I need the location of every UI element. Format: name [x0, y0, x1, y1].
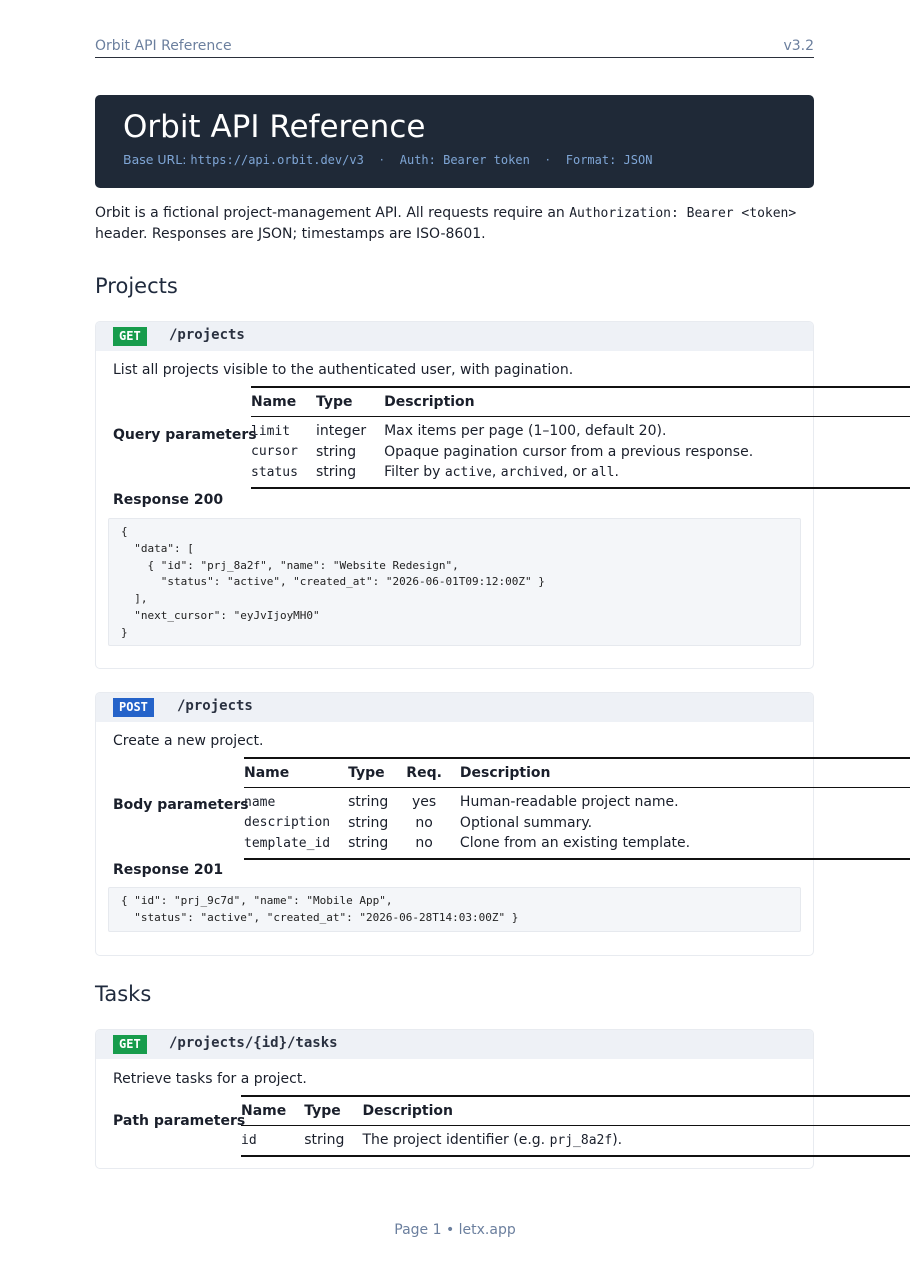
params-table — [241, 1095, 910, 1157]
intro-code: Authorization: Bearer <token> — [569, 206, 797, 221]
endpoint-header — [96, 1030, 813, 1059]
banner-meta — [123, 152, 652, 167]
endpoint-description: Create a new project. — [113, 733, 264, 749]
table-row — [244, 833, 910, 859]
desc-code: prj_8a2f — [549, 1133, 613, 1149]
column-header: Description — [460, 758, 910, 788]
table-row — [251, 462, 910, 488]
param-required: yes — [412, 794, 437, 811]
column-header: Description — [362, 1096, 910, 1126]
base-url-label: Base URL: — [123, 152, 187, 167]
meta-separator: · — [545, 152, 550, 167]
desc-text: , — [491, 464, 501, 481]
section-heading-tasks: Tasks — [95, 982, 152, 1006]
desc-text: , or — [563, 464, 592, 481]
desc-text: . — [614, 464, 619, 481]
method-badge: POST — [113, 698, 154, 717]
param-description: Optional summary. — [459, 814, 593, 831]
endpoint-post-projects — [95, 692, 814, 956]
desc-text: ). — [612, 1132, 623, 1149]
running-header-version: v3.2 — [783, 38, 814, 54]
endpoint-description: List all projects visible to the authenticated user, with pagination. — [113, 362, 574, 378]
response-code-block — [108, 887, 801, 932]
format-info: Format: JSON — [565, 153, 653, 167]
params-table — [244, 757, 910, 860]
column-header: Type — [316, 387, 384, 417]
param-description: Opaque pagination cursor from a previous response. — [384, 443, 754, 460]
param-name: name — [244, 794, 276, 810]
column-header: Type — [348, 758, 406, 788]
param-name: cursor — [251, 444, 298, 460]
param-name: template_id — [244, 835, 331, 851]
meta-separator: · — [379, 152, 384, 167]
page-footer: Page 1 • letx.app — [394, 1222, 516, 1238]
desc-code: active — [444, 465, 492, 481]
endpoint-header — [96, 322, 813, 351]
method-badge: GET — [113, 327, 147, 346]
response-label: Response 201 — [113, 862, 224, 878]
param-type: string — [348, 794, 389, 811]
intro-paragraph — [95, 203, 814, 245]
param-name: limit — [251, 423, 291, 439]
code-line: { — [121, 525, 128, 538]
endpoint-header — [96, 693, 813, 722]
param-description — [384, 462, 910, 488]
param-required: no — [415, 814, 433, 831]
params-label: Query parameters — [113, 427, 257, 443]
param-type: string — [315, 443, 357, 460]
column-header: Name — [241, 1096, 304, 1126]
column-header: Req. — [406, 758, 460, 788]
param-type: string — [348, 814, 389, 831]
running-header-title: Orbit API Reference — [95, 38, 232, 54]
param-description: Clone from an existing template. — [459, 835, 691, 852]
code-line: { "id": "prj_9c7d", "name": "Mobile App", — [121, 894, 393, 907]
desc-code: archived — [500, 465, 564, 481]
code-line: } — [121, 625, 128, 639]
intro-text: Orbit is a fictional project-management API. All requests require an — [95, 205, 570, 221]
code-line: "status": "active", "created_at": "2026-06-28T14:03:00Z" } — [121, 910, 519, 924]
endpoint-description: Retrieve tasks for a project. — [113, 1071, 307, 1087]
response-label: Response 200 — [113, 492, 224, 508]
endpoint-path: /projects — [177, 698, 253, 714]
code-line: ], — [121, 592, 148, 606]
params-label: Body parameters — [113, 797, 249, 813]
code-line: { "id": "prj_8a2f", "name": "Website Redesign", — [121, 558, 459, 572]
table-row — [251, 442, 910, 463]
param-description: Human-readable project name. — [459, 794, 679, 811]
param-name: description — [244, 815, 331, 831]
title-banner — [95, 95, 814, 188]
base-url: https://api.orbit.dev/v3 — [190, 153, 364, 167]
endpoint-get-projects — [95, 321, 814, 669]
param-description — [362, 1126, 910, 1156]
response-code-block — [108, 518, 801, 646]
param-type: integer — [315, 423, 367, 440]
method-badge: GET — [113, 1035, 147, 1054]
param-type: string — [304, 1132, 345, 1149]
column-header: Name — [244, 758, 348, 788]
intro-text: header. Responses are JSON; timestamps are ISO-8601. — [95, 226, 486, 242]
code-line: "status": "active", "created_at": "2026-06-01T09:12:00Z" } — [121, 575, 545, 589]
param-type: string — [348, 835, 389, 852]
page-title: Orbit API Reference — [123, 109, 426, 145]
table-row — [251, 417, 910, 442]
param-required: no — [415, 835, 433, 852]
param-name: status — [251, 464, 298, 480]
params-label: Path parameters — [113, 1113, 246, 1129]
params-table — [251, 386, 910, 489]
table-row — [244, 788, 910, 813]
desc-code: all — [591, 465, 615, 481]
endpoint-get-project-tasks — [95, 1029, 814, 1169]
param-description: Max items per page (1–100, default 20). — [384, 423, 667, 440]
column-header: Description — [384, 387, 910, 417]
desc-text: The project identifier (e.g. — [362, 1132, 550, 1149]
param-name: id — [241, 1132, 257, 1148]
code-line: "data": [ — [121, 541, 194, 555]
section-heading-projects: Projects — [95, 274, 178, 298]
table-row — [244, 813, 910, 834]
column-header: Name — [251, 387, 316, 417]
param-type: string — [315, 464, 357, 481]
endpoint-path: /projects/{id}/tasks — [169, 1035, 338, 1051]
auth-info: Auth: Bearer token — [399, 153, 530, 167]
running-header — [95, 36, 814, 58]
endpoint-path: /projects — [169, 327, 245, 343]
column-header: Type — [304, 1096, 362, 1126]
table-row — [241, 1126, 910, 1156]
code-line: "next_cursor": "eyJvIjoyMH0" — [121, 608, 320, 622]
desc-text: Filter by — [384, 464, 445, 481]
